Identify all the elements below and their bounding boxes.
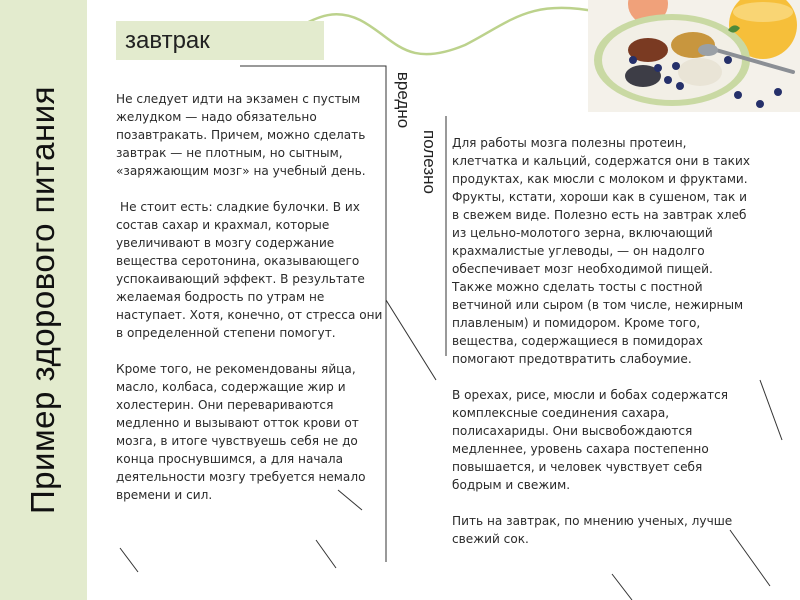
- deco-line: [386, 300, 436, 380]
- paragraph: Кроме того, не рекомендованы яйца, масло, колбаса, содержащие жир и холестерин. Они перевариваются медленно и вызывают отток крови от мозга, в итоге чувствуешь себя не до конца проснувшимся, а для начала деятельности мозгу требуется немало времени и сил.: [116, 362, 366, 502]
- section-tag: завтрак: [116, 21, 324, 60]
- useful-text-column: [452, 134, 752, 548]
- label-useful: полезно: [420, 130, 439, 194]
- side-title-band: [0, 0, 87, 600]
- paragraph: Для работы мозга полезны протеин, клетчатка и кальций, содержатся они в таких продуктах, как мюсли с молоком и фруктами. Фрукты, кстати, хороши как в сушеном, так и в свежем виде. Полезно есть на завтрак хлеб из цельно-молотого зерна, включающий крахмалистые углеводы, — он надолго обеспечивает мозг необходимой пищей. Также можно сделать тосты с постной ветчиной или сыром (в том числе, нежирным плавленым) и помидором. Кроме того, вещества, содержащиеся в помидорах помогают предотвратить слабоумие.: [452, 136, 751, 366]
- label-harmful: вредно: [394, 71, 413, 129]
- deco-line: [316, 540, 336, 568]
- deco-line: [120, 548, 138, 572]
- paragraph: Не стоит есть: сладкие булочки. В их состав сахар и крахмал, которые увеличивают в мозгу содержание вещества серотонина, оказывающего успокаивающий эффект. В результате желаемая бодрость по утрам не наступает. Хотя, конечно, от стресса они в определенной степени помогут.: [116, 200, 383, 340]
- breakfast-bowl-photo: [588, 0, 800, 112]
- paragraph: Не следует идти на экзамен с пустым желудком — надо обязательно позавтракать. Причем, можно сделать завтрак — не плотным, но сытным, «заряжающим мозг» на учебный день.: [116, 92, 366, 178]
- deco-line: [612, 574, 632, 600]
- side-title: Пример здорового питания: [24, 85, 61, 515]
- paragraph: Пить на завтрак, по мнению ученых, лучше свежий сок.: [452, 514, 733, 546]
- paragraph: В орехах, рисе, мюсли и бобах содержатся комплексные соединения сахара, полисахариды. Они высвобождаются медленнее, уровень сахара постепенно повышается, и человек чувствует себя бодрым и свежим.: [452, 388, 729, 492]
- deco-line: [760, 380, 782, 440]
- harmful-text-column: [116, 90, 384, 504]
